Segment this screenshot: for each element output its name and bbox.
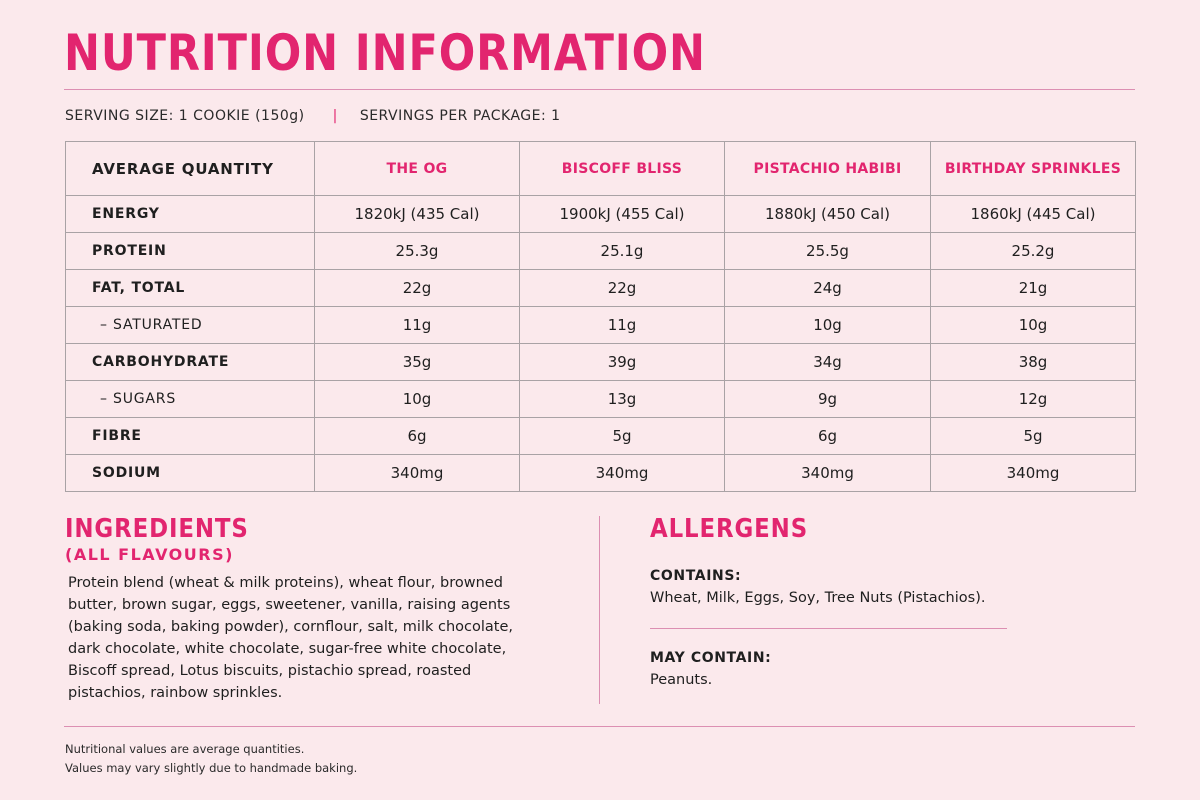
page-title: NUTRITION INFORMATION xyxy=(64,24,706,82)
column-header-birthday-sprinkles: BIRTHDAY SPRINKLES xyxy=(931,142,1136,196)
footnote xyxy=(65,740,357,778)
table-cell: 6g xyxy=(315,418,520,455)
may-contain-text: Peanuts. xyxy=(650,672,713,688)
column-header-biscoff-bliss: BISCOFF BLISS xyxy=(520,142,725,196)
table-cell: 34g xyxy=(725,344,931,381)
table-cell: 24g xyxy=(725,270,931,307)
allergens-section xyxy=(650,514,1070,691)
table-header-row xyxy=(66,142,1136,196)
table-cell: 5g xyxy=(931,418,1136,455)
nutrient-label: PROTEIN xyxy=(66,233,315,270)
nutrient-label: FAT, TOTAL xyxy=(66,270,315,307)
footnote-line: Nutritional values are average quantities. xyxy=(65,742,305,756)
table-cell: 340mg xyxy=(725,455,931,492)
table-cell: 1820kJ (435 Cal) xyxy=(315,196,520,233)
table-cell: 340mg xyxy=(931,455,1136,492)
table-row xyxy=(66,418,1136,455)
ingredients-section xyxy=(65,514,565,704)
ingredients-title: INGREDIENTS xyxy=(65,514,249,544)
nutrient-sublabel: – SUGARS xyxy=(66,381,315,418)
table-row xyxy=(66,307,1136,344)
serving-separator: | xyxy=(332,108,338,124)
column-header-the-og: THE OG xyxy=(315,142,520,196)
table-cell: 9g xyxy=(725,381,931,418)
table-cell: 1880kJ (450 Cal) xyxy=(725,196,931,233)
table-cell: 1860kJ (445 Cal) xyxy=(931,196,1136,233)
table-cell: 5g xyxy=(520,418,725,455)
table-cell: 25.5g xyxy=(725,233,931,270)
table-row xyxy=(66,381,1136,418)
section-divider xyxy=(599,516,600,704)
nutrient-label: CARBOHYDRATE xyxy=(66,344,315,381)
nutrition-table xyxy=(65,141,1136,492)
table-row xyxy=(66,196,1136,233)
table-cell: 11g xyxy=(520,307,725,344)
table-cell: 11g xyxy=(315,307,520,344)
ingredients-subtitle: (ALL FLAVOURS) xyxy=(65,545,234,564)
allergens-title: ALLERGENS xyxy=(650,514,809,544)
may-contain-label: MAY CONTAIN: xyxy=(650,650,772,666)
table-cell: 35g xyxy=(315,344,520,381)
table-cell: 12g xyxy=(931,381,1136,418)
table-cell: 340mg xyxy=(315,455,520,492)
table-cell: 38g xyxy=(931,344,1136,381)
title-divider xyxy=(64,89,1135,90)
table-cell: 10g xyxy=(725,307,931,344)
table-cell: 22g xyxy=(315,270,520,307)
table-row xyxy=(66,270,1136,307)
table-cell: 10g xyxy=(931,307,1136,344)
table-cell: 6g xyxy=(725,418,931,455)
table-row xyxy=(66,344,1136,381)
table-cell: 1900kJ (455 Cal) xyxy=(520,196,725,233)
contains-text: Wheat, Milk, Eggs, Soy, Tree Nuts (Pistachios). xyxy=(650,590,986,606)
table-row xyxy=(66,455,1136,492)
column-header-average-quantity: AVERAGE QUANTITY xyxy=(66,142,315,196)
table-cell: 25.3g xyxy=(315,233,520,270)
footer-divider xyxy=(64,726,1135,727)
nutrient-label: ENERGY xyxy=(66,196,315,233)
serving-info xyxy=(65,106,561,126)
table-cell: 25.2g xyxy=(931,233,1136,270)
table-cell: 25.1g xyxy=(520,233,725,270)
servings-per-package: SERVINGS PER PACKAGE: 1 xyxy=(359,108,561,124)
table-cell: 21g xyxy=(931,270,1136,307)
table-cell: 13g xyxy=(520,381,725,418)
table-cell: 22g xyxy=(520,270,725,307)
table-cell: 39g xyxy=(520,344,725,381)
nutrient-sublabel: – SATURATED xyxy=(66,307,315,344)
serving-size: SERVING SIZE: 1 COOKIE (150g) xyxy=(65,108,305,124)
footnote-line: Values may vary slightly due to handmade baking. xyxy=(65,761,358,775)
ingredients-text: Protein blend (wheat & milk proteins), wheat flour, browned butter, brown sugar, eggs, sweetener, vanilla, raising agents (baking soda, baking powder), cornflour, salt, milk chocolate, dark chocolate, white chocolate, sugar-free white chocolate, Biscoff spread, Lotus biscuits, pistachio spread, roasted pistachios, rainbow sprinkles. xyxy=(68,575,514,701)
table-cell: 340mg xyxy=(520,455,725,492)
allergen-divider xyxy=(650,628,1007,629)
column-header-pistachio-habibi: PISTACHIO HABIBI xyxy=(725,142,931,196)
table-cell: 10g xyxy=(315,381,520,418)
nutrient-label: FIBRE xyxy=(66,418,315,455)
contains-label: CONTAINS: xyxy=(650,568,742,584)
nutrient-label: SODIUM xyxy=(66,455,315,492)
table-row xyxy=(66,233,1136,270)
